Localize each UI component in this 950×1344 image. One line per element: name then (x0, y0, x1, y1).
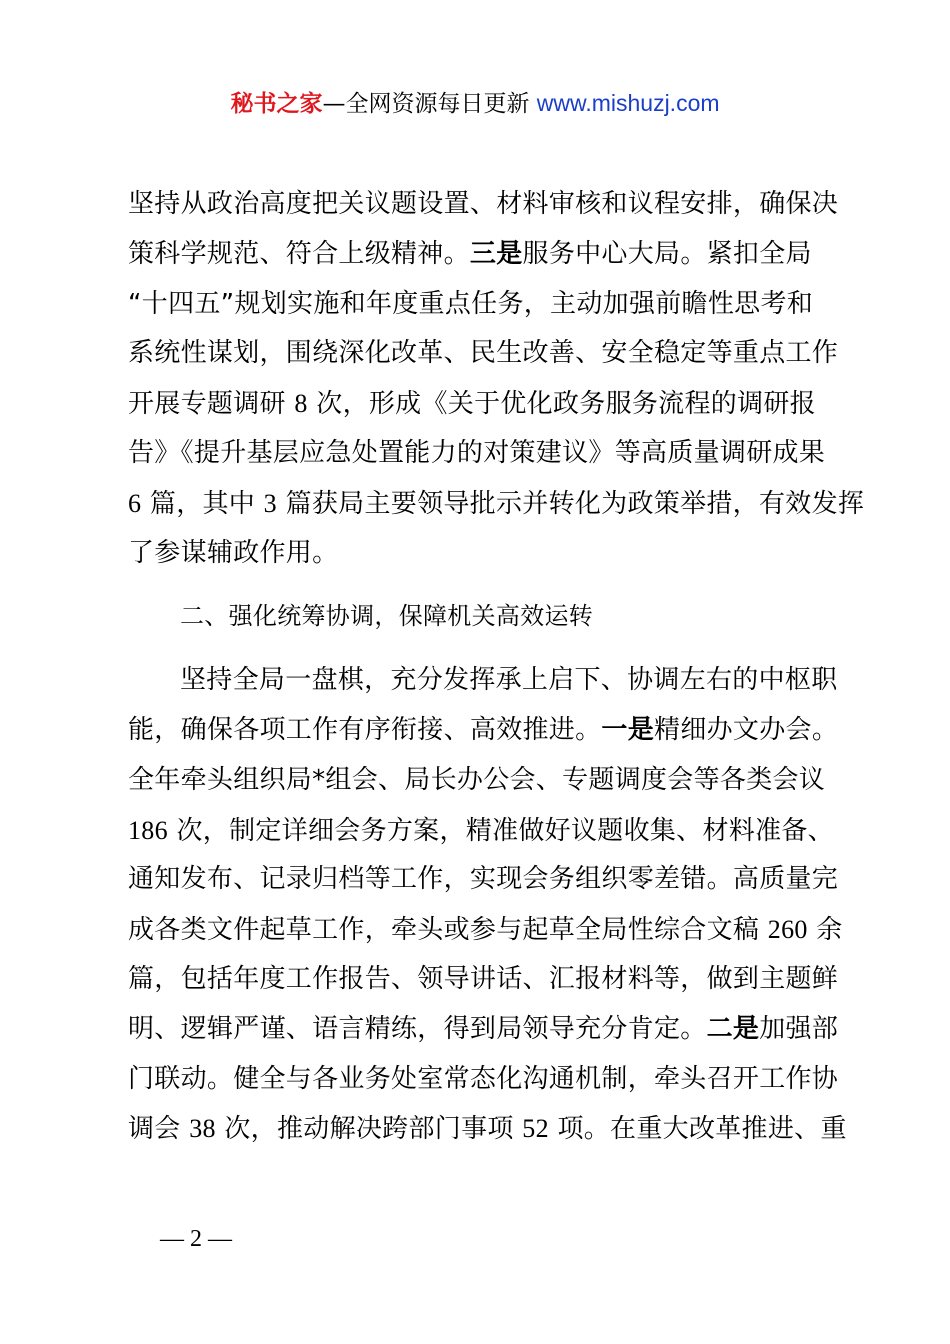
emphasis-label: 二是 (706, 1013, 760, 1044)
text-line: 坚持全局一盘棋，充分发挥承上启下、协调左右的中枢职 (180, 665, 838, 696)
text-line: 策科学规范、符合上级精神。三是服务中心大局。紧扣全局 (128, 238, 812, 269)
text-line: 开展专题调研 8 次，形成《关于优化政务服务流程的调研报 (128, 389, 816, 420)
emphasis-label: 三是 (469, 238, 523, 269)
section-heading: 二、强化统筹协调，保障机关高效运转 (180, 602, 594, 631)
text-line: 篇，包括年度工作报告、领导讲话、汇报材料等，做到主题鲜 (128, 963, 839, 994)
text-line: 成各类文件起草工作，牵头或参与起草全局性综合文稿 260 余 (128, 915, 843, 946)
text-line: 了参谋辅政作用。 (128, 537, 339, 568)
site-url-link[interactable]: www.mishuzj.com (536, 90, 720, 116)
brand-name: 秘书之家 (230, 91, 323, 117)
text-line: 明、逻辑严谨、语言精练，得到局领导充分肯定。二是加强部 (128, 1013, 839, 1044)
page-number: — 2 — (160, 1226, 232, 1252)
paragraph-1 (128, 180, 865, 578)
text-line: 告》《提升基层应急处置能力的对策建议》等高质量调研成果 (128, 437, 826, 468)
text-line: 6 篇，其中 3 篇获局主要领导批示并转化为政策举措，有效发挥 (128, 488, 865, 519)
paragraph-2 (128, 656, 847, 1154)
text-line: 186 次，制定详细会务方案，精准做好议题收集、材料准备、 (128, 815, 834, 846)
text-line: 调会 38 次，推动解决跨部门事项 52 项。在重大改革推进、重 (128, 1114, 847, 1145)
text-line: 门联动。健全与各业务处室常态化沟通机制，牵头召开工作协 (128, 1063, 839, 1094)
text-line: 坚持从政治高度把关议题设置、材料审核和议程安排，确保决 (128, 189, 839, 219)
document-body (128, 180, 865, 1154)
text-line: “十四五”规划实施和年度重点任务，主动加强前瞻性思考和 (128, 288, 814, 319)
banner-tagline: —全网资源每日更新 (322, 91, 537, 117)
text-line: 通知发布、记录归档等工作，实现会务组织零差错。高质量完 (128, 864, 839, 895)
text-line: 全年牵头组织局*组会、局长办公会、专题调度会等各类会议 (128, 764, 826, 795)
emphasis-label: 一是 (601, 714, 655, 745)
text-line: 能，确保各项工作有序衔接、高效推进。一是精细办文办会。 (128, 714, 839, 745)
text-line: 系统性谋划，围绕深化改革、民生改善、安全稳定等重点工作 (128, 338, 839, 369)
site-banner (0, 88, 950, 119)
